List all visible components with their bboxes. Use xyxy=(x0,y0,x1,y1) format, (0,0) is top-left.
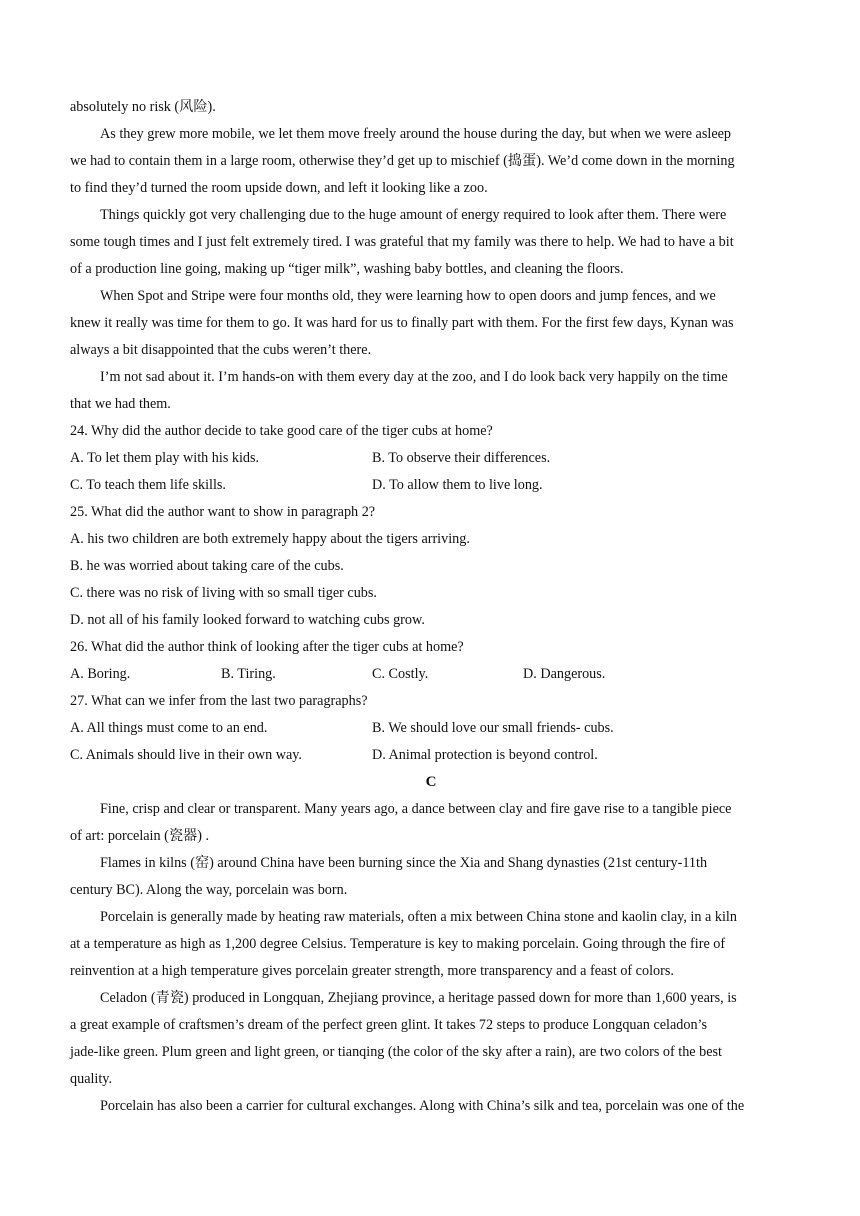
option-27-d: D. Animal protection is beyond control. xyxy=(372,747,598,763)
options-row xyxy=(70,472,792,499)
text-line: quality. xyxy=(70,1071,113,1087)
text-line: of art: porcelain (瓷器) . xyxy=(70,828,210,844)
option-25-b: B. he was worried about taking care of the cubs. xyxy=(70,558,344,574)
option-24-a: A. To let them play with his kids. xyxy=(70,450,260,466)
option-27-c: C. Animals should live in their own way. xyxy=(70,747,302,763)
option-26-a: A. Boring. xyxy=(70,666,131,682)
option-26-c: C. Costly. xyxy=(372,666,429,682)
text-line: jade-like green. Plum green and light green, or tianqing (the color of the sky after a rain), are two colors of the best xyxy=(70,1044,723,1060)
text-line: As they grew more mobile, we let them move freely around the house during the day, but when we were asleep xyxy=(100,126,732,142)
text-line: always a bit disappointed that the cubs weren’t there. xyxy=(70,342,372,358)
text-line: Porcelain is generally made by heating raw materials, often a mix between China stone and kaolin clay, in a kiln xyxy=(100,909,737,925)
options-row xyxy=(70,661,792,688)
option-25-c: C. there was no risk of living with so small tiger cubs. xyxy=(70,585,377,601)
option-26-b: B. Tiring. xyxy=(221,666,276,682)
options-row xyxy=(70,742,792,769)
question-stem-25: 25. What did the author want to show in paragraph 2? xyxy=(70,504,376,520)
option-24-c: C. To teach them life skills. xyxy=(70,477,226,493)
text-line: Flames in kilns (窑) around China have been burning since the Xia and Shang dynasties (21st century-11th xyxy=(100,855,708,871)
section-heading: C xyxy=(425,774,437,790)
option-25-a: A. his two children are both extremely happy about the tigers arriving. xyxy=(70,531,470,547)
option-25-d: D. not all of his family looked forward to watching cubs grow. xyxy=(70,612,425,628)
option-26-d: D. Dangerous. xyxy=(523,666,606,682)
text-line: we had to contain them in a large room, otherwise they’d get up to mischief (捣蛋). We’d come down in the morning xyxy=(70,153,735,169)
option-24-b: B. To observe their differences. xyxy=(372,450,551,466)
question-stem-26: 26. What did the author think of looking after the tiger cubs at home? xyxy=(70,639,464,655)
text-line: Fine, crisp and clear or transparent. Many years ago, a dance between clay and fire gave rise to a tangible piece xyxy=(100,801,732,817)
text-line: knew it really was time for them to go. It was hard for us to finally part with them. For the first few days, Kynan was xyxy=(70,315,734,331)
text-line: absolutely no risk (风险). xyxy=(70,99,216,115)
text-line: at a temperature as high as 1,200 degree Celsius. Temperature is key to making porcelain. Going through the fire of xyxy=(70,936,726,952)
text-line: Things quickly got very challenging due to the huge amount of energy required to look after them. There were xyxy=(100,207,727,223)
text-line: to find they’d turned the room upside down, and left it looking like a zoo. xyxy=(70,180,488,196)
text-line: a great example of craftsmen’s dream of the perfect green glint. It takes 72 steps to produce Longquan celadon’s xyxy=(70,1017,708,1033)
text-line: I’m not sad about it. I’m hands-on with them every day at the zoo, and I do look back very happily on the time xyxy=(100,369,728,385)
text-line: Celadon (青瓷) produced in Longquan, Zhejiang province, a heritage passed down for more than 1,600 years, is xyxy=(100,990,737,1006)
text-line: century BC). Along the way, porcelain was born. xyxy=(70,882,348,898)
question-stem-27: 27. What can we infer from the last two paragraphs? xyxy=(70,693,368,709)
page-content xyxy=(70,94,792,1120)
text-line: When Spot and Stripe were four months old, they were learning how to open doors and jump fences, and we xyxy=(100,288,716,304)
text-line: that we had them. xyxy=(70,396,171,412)
options-row xyxy=(70,715,792,742)
option-24-d: D. To allow them to live long. xyxy=(372,477,543,493)
options-row xyxy=(70,445,792,472)
option-27-b: B. We should love our small friends- cubs. xyxy=(372,720,614,736)
text-line: Porcelain has also been a carrier for cultural exchanges. Along with China’s silk and tea, porcelain was one of the xyxy=(100,1098,745,1114)
option-27-a: A. All things must come to an end. xyxy=(70,720,268,736)
text-line: of a production line going, making up “tiger milk”, washing baby bottles, and cleaning the floors. xyxy=(70,261,624,277)
text-line: some tough times and I just felt extremely tired. I was grateful that my family was there to help. We had to have a bit xyxy=(70,234,734,250)
text-line: reinvention at a high temperature gives porcelain greater strength, more transparency and a feast of colors. xyxy=(70,963,674,979)
question-stem-24: 24. Why did the author decide to take good care of the tiger cubs at home? xyxy=(70,423,493,439)
